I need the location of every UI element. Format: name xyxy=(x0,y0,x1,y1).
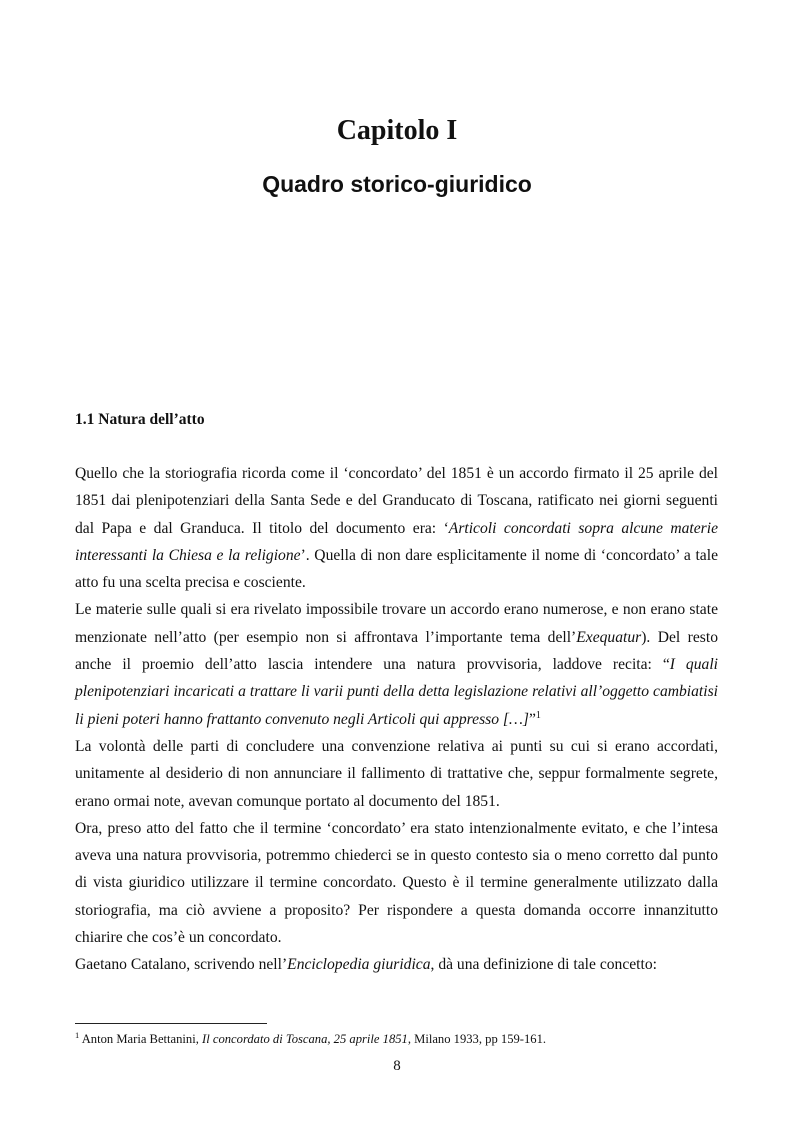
footnote-separator xyxy=(75,1023,267,1024)
footnote xyxy=(75,1030,718,1048)
paragraph-5-encyclopedia: Enciclopedia giuridica xyxy=(287,956,431,974)
paragraph-5-text-a: Gaetano Catalano, scrivendo nell’ xyxy=(75,956,288,974)
paragraph-2-text-a: Le materie sulle quali si era rivelato impossibile trovare un accordo erano numerose, e non erano state menzionate nell’atto (per esempio non si affrontava l’importante tema dell’ xyxy=(75,601,718,646)
footnote-rest: , Milano 1933, pp 159-161. xyxy=(407,1032,547,1046)
footnote-title: Il concordato di Toscana, 25 aprile 1851 xyxy=(202,1032,408,1046)
chapter-subtitle: Quadro storico-giuridico xyxy=(262,171,532,197)
paragraph-2-exequatur: Exequatur xyxy=(576,628,642,646)
paragraph-5 xyxy=(75,951,718,978)
footnote-ref[interactable]: 1 xyxy=(535,709,541,721)
footnote-author: Anton Maria Bettanini, xyxy=(79,1032,203,1046)
paragraph-5-text-c: , dà una definizione di tale concetto: xyxy=(430,956,657,974)
paragraph-2-closing-quote: ” xyxy=(528,710,536,728)
paragraph-1 xyxy=(75,460,718,596)
paragraph-2 xyxy=(75,596,718,732)
page-number: 8 xyxy=(393,1058,401,1074)
paragraph-3: La volontà delle parti di concludere una convenzione relativa ai punti su cui si erano accordati, unitamente al desiderio di non annunciare il fallimento di trattative che, seppur formalmente segrete, erano ormai note, avevan comunque portato al documento del 1851. xyxy=(75,737,718,810)
paragraph-1-text-a: Quello che la storiografia ricorda come il ‘concordato’ del 1851 è un accordo firmato il 25 aprile del 1851 dai plenipotenziari della Santa Sede e del Granducato di Toscana, ratificato nei giorni seguenti dal Papa e dal Granduca. Il titolo del documento era: ‘ xyxy=(75,465,718,537)
paragraph-4: Ora, preso atto del fatto che il termine ‘concordato’ era stato intenzionalmente evitato, e che l’intesa aveva una natura provvisoria, potremmo chiederci se in questo contesto sia o meno corretto dal punto di vista giuridico utilizzare il termine concordato. Questo è il termine generalmente utilizzato dalla storiografia, ma ciò avviene a proposito? Per rispondere a questa domanda occorre innanzitutto chiarire che cos’è un concordato. xyxy=(75,819,718,947)
footnote-number: 1 xyxy=(75,1029,80,1040)
body-text xyxy=(75,460,718,979)
chapter-title: Capitolo I xyxy=(336,115,458,146)
section-heading: 1.1 Natura dell’atto xyxy=(75,411,205,428)
paragraph-1-document-title: Articoli concordati sopra alcune materie interessanti la Chiesa e la religione xyxy=(75,519,718,564)
paragraph-2-text-c: ). Del resto anche il proemio dell’atto lascia intendere una natura provvisoria, laddove recita: “ xyxy=(75,628,718,674)
paragraph-1-text-c: ’. Quella di non dare esplicitamente il nome di ‘concordato’ a tale atto fu una scelta precisa e cosciente. xyxy=(75,546,718,592)
paragraph-2-quotation: I quali plenipotenziari incaricati a trattare li varii punti della detta legislazione relativi all’oggetto cambiatisi li pieni poteri hanno frattanto convenuto negli Articoli qui appresso […] xyxy=(75,656,718,728)
